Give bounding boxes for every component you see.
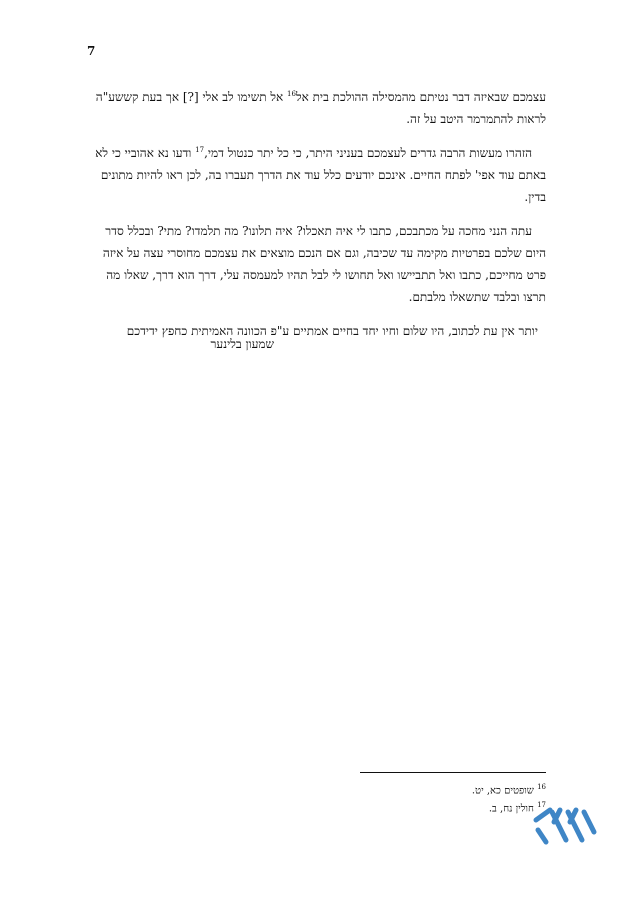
page-number: 7	[87, 44, 96, 58]
footnote-17	[380, 798, 546, 816]
paragraph-2	[86, 142, 546, 208]
paragraph-1-text-a: עצמכם שבאיזה דבר נטיתם מהמסילה ההולכת בית אל	[295, 90, 546, 104]
footnote-ref-17[interactable]: 17	[195, 146, 205, 154]
paragraph-3: עתה הנני מחכה על מכתבכם, כתבו לי איה תאכלו? איה תלונו? מה תלמדו? מתי? ובכלל סדר היום שלכם בפרטיות מקימה עד שכיבה, וגם אם הנכם מוצאים את עצמכם מחוסרי עצה על איזה פרט מחייכם, כתבו ואל תתביישו ואל תחושו לי לבל תהיו למעמסה עלי, דרך הוא דרך, שאלו מה תרצו ובלבד שתשאלו מלבתם.	[102, 224, 546, 304]
footnote-16	[380, 780, 546, 798]
footnote-number: 16	[537, 783, 546, 791]
footnote-ref-16[interactable]: 16	[287, 90, 296, 98]
closing-line: יותר אין עת לכתוב, היו שלום וחיו יחד בחיים אמתיים ע"פ הכוונה האמיתית כחפץ ידידכם	[126, 324, 538, 338]
paragraph-1	[86, 86, 546, 130]
footnote-text: חולין נח, ב.	[488, 803, 538, 815]
publisher-logo-icon	[532, 806, 598, 846]
paragraph-2-text-b: ודעו נא אהוביי כי לא באתם עוד אפי' לפתח החיים. אינכם יודעים כלל עוד את הדרך תעברו בה, לכן ראו להיות מתונים בדין.	[95, 146, 546, 204]
footnote-divider	[360, 772, 546, 773]
paragraph-2-text-a: הזהרו מעשות הרבה גדרים לעצמכם בעניני היתר, כי כל יתר כנטול דמי,	[204, 146, 532, 160]
signature: שמעון בלינער	[210, 337, 274, 351]
footnote-number: 17	[537, 801, 546, 810]
paragraph-1-text-b: אל תשימו לב אלי [?] אך בעת קששע"ה לראות להתמרמר היטב על זה.	[95, 90, 546, 126]
footnotes	[380, 780, 546, 817]
footnote-text: שופטים כא, יט.	[471, 785, 538, 797]
letter-body	[86, 86, 546, 354]
